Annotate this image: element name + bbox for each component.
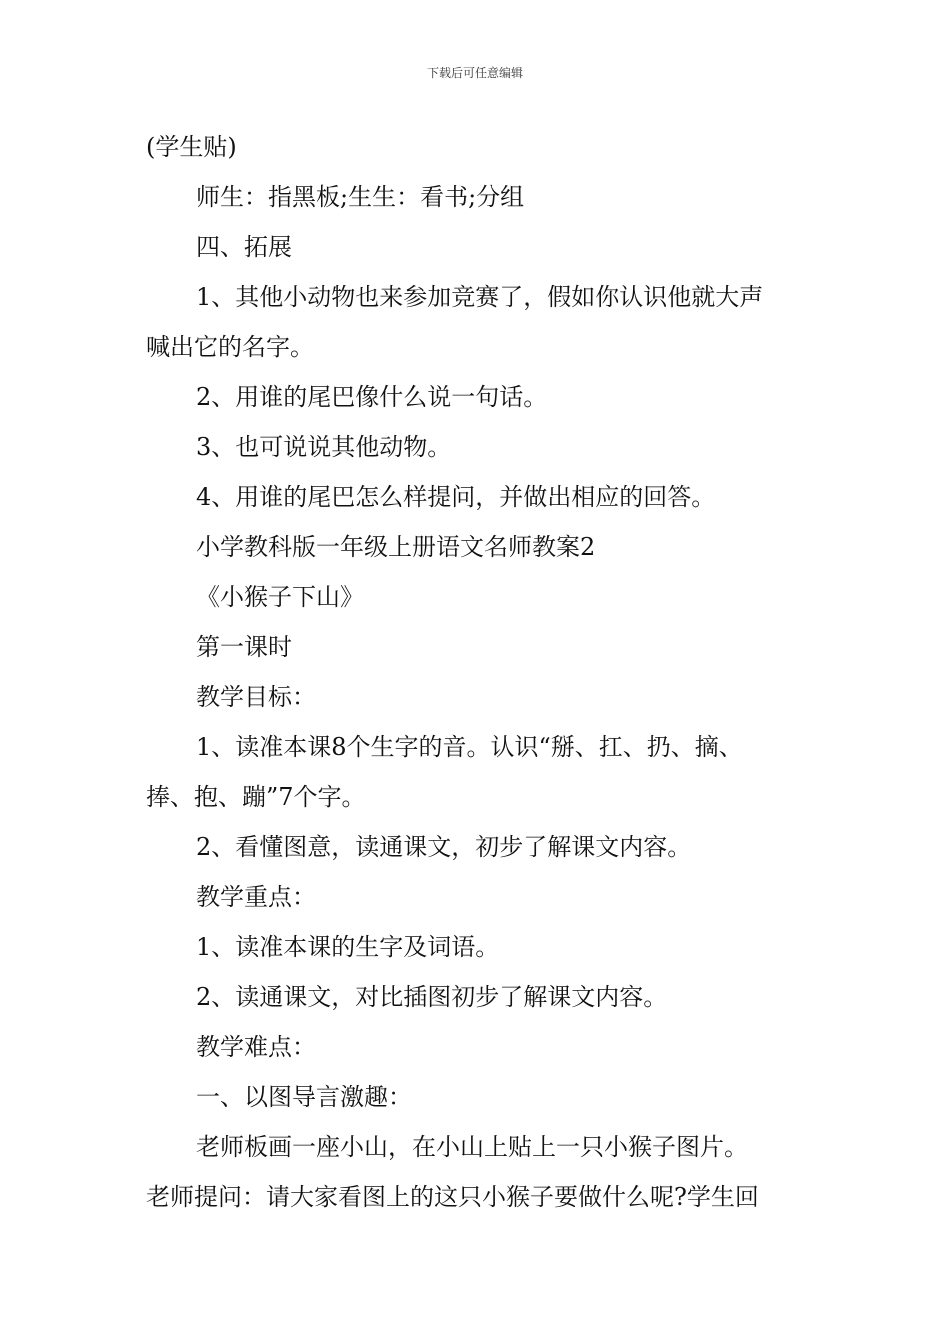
section-heading: 一、以图导言激趣：: [196, 1083, 412, 1111]
text-line: 3、也可说说其他动物。: [196, 433, 452, 461]
text-line: 1、读准本课8个生字的音。认识“掰、扛、扔、摘、: [196, 733, 743, 761]
section-heading: 四、拓展: [196, 233, 292, 261]
text-line: 老师板画一座小山，在小山上贴上一只小猴子图片。: [196, 1133, 748, 1161]
section-heading: 教学难点：: [196, 1033, 316, 1061]
text-line: 1、读准本课的生字及词语。: [196, 933, 500, 961]
section-heading: 教学目标：: [196, 683, 316, 711]
text-line: 2、读通课文，对比插图初步了解课文内容。: [196, 983, 668, 1011]
text-line: 喊出它的名字。: [146, 333, 314, 361]
text-line: 1、其他小动物也来参加竞赛了，假如你认识他就大声: [196, 283, 764, 311]
text-line: 2、看懂图意，读通课文，初步了解课文内容。: [196, 833, 692, 861]
text-line: 2、用谁的尾巴像什么说一句话。: [196, 383, 548, 411]
document-body: [146, 122, 806, 1222]
text-line: 4、用谁的尾巴怎么样提问，并做出相应的回答。: [196, 483, 716, 511]
page-header-note: 下载后可任意编辑: [426, 66, 523, 80]
lesson-title: 《小猴子下山》: [196, 583, 364, 611]
text-line: 师生：指黑板;生生：看书;分组: [196, 183, 525, 211]
text-line: (学生贴): [146, 133, 237, 161]
section-heading: 第一课时: [196, 633, 292, 661]
text-line: 捧、抱、蹦”7个字。: [146, 783, 366, 811]
text-line: 老师提问：请大家看图上的这只小猴子要做什么呢?学生回: [146, 1183, 759, 1211]
section-heading: 教学重点：: [196, 883, 316, 911]
document-title: 小学教科版一年级上册语文名师教案2: [196, 533, 596, 561]
